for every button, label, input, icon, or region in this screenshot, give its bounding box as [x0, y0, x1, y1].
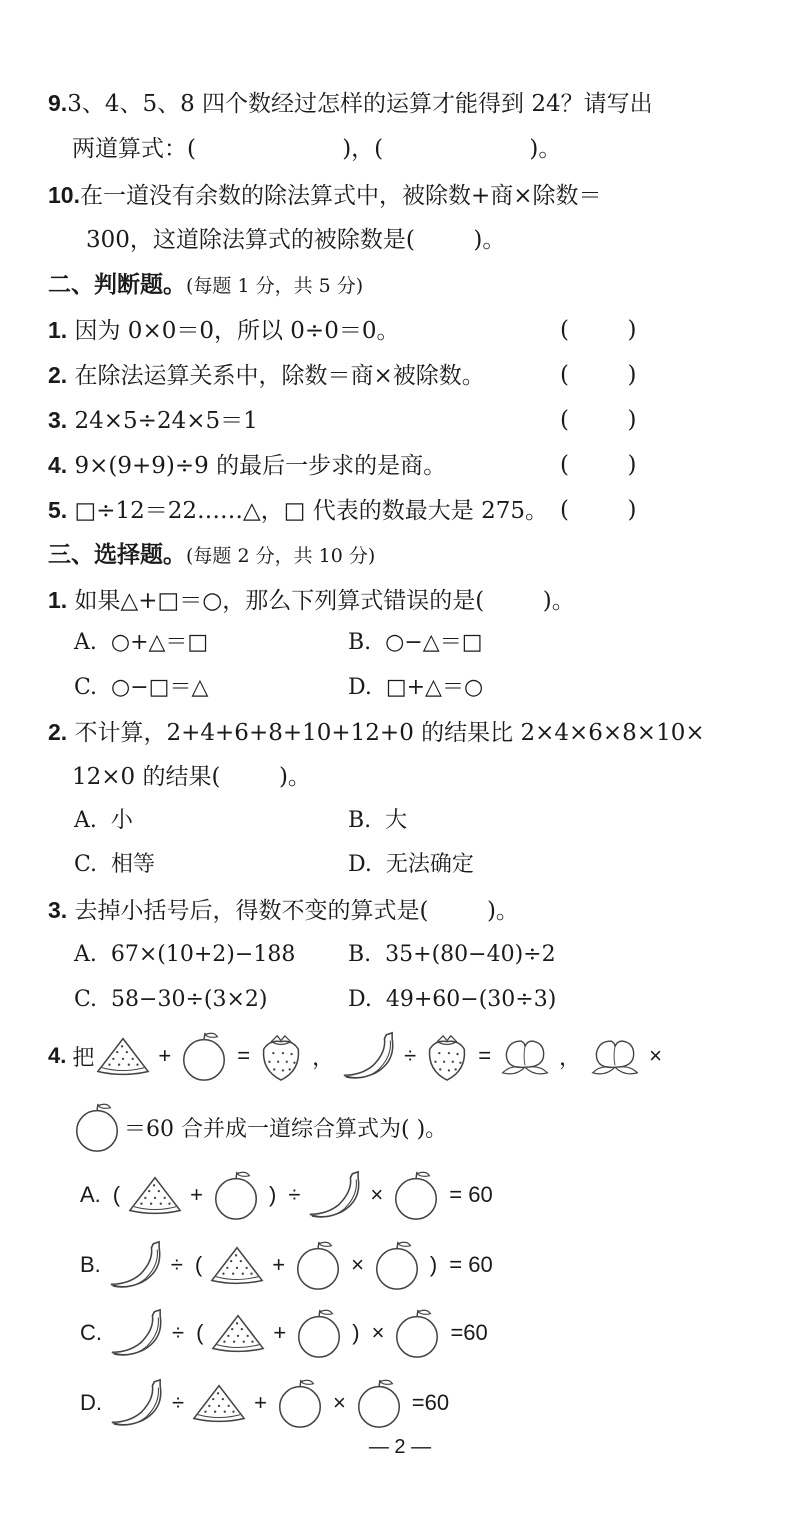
orange-icon	[292, 1306, 346, 1360]
orange-icon	[291, 1238, 345, 1292]
choice-q1-option-b[interactable]: B. ○−△＝□	[348, 630, 483, 655]
choice-q2-line-1: 2. 不计算，2+4+6+8+10+12+0 的结果比 2×4×6×8×10×	[48, 719, 705, 746]
judge-item-3: 3. 24×5÷24×5＝1	[48, 407, 258, 434]
banana-icon	[306, 1168, 364, 1222]
choice-q2-option-d[interactable]: D. 无法确定	[348, 852, 474, 877]
choice-q4-line-2: ＝60 合并成一道综合算式为( )。	[48, 1100, 447, 1154]
choice-q2-option-a[interactable]: A. 小	[74, 808, 133, 833]
judge-item-4: 4. 9×(9+9)÷9 的最后一步求的是商。	[48, 452, 447, 479]
choice-q1-option-d[interactable]: D. □+△＝○	[348, 675, 484, 700]
strawberry-icon	[422, 1028, 472, 1084]
question-9-line-2: 两道算式：( )，( )。	[72, 136, 562, 162]
orange-icon	[352, 1376, 406, 1430]
orange-icon	[390, 1306, 444, 1360]
banana-icon	[107, 1238, 165, 1292]
choice-q4-option-a[interactable]: A. ( + ) ÷ × = 60	[74, 1168, 499, 1222]
judge-item-1: 1. 因为 0×0＝0，所以 0÷0＝0。	[48, 317, 400, 344]
question-10-line-1: 10.在一道没有余数的除法算式中，被除数+商×除数＝	[48, 182, 602, 209]
watermelon-icon	[126, 1173, 184, 1217]
page-number: — 2 —	[368, 1436, 432, 1458]
strawberry-icon	[256, 1028, 306, 1084]
judge-item-2: 2. 在除法运算关系中，除数＝商×被除数。	[48, 362, 485, 389]
orange-icon	[389, 1168, 443, 1222]
judge-answer-1[interactable]: ( )	[560, 317, 637, 343]
watermelon-icon	[94, 1034, 152, 1078]
banana-icon	[340, 1029, 398, 1083]
question-9-line-1: 9.3、4、5、8 四个数经过怎样的运算才能得到 24？请写出	[48, 90, 653, 117]
choice-q3-option-a[interactable]: A. 67×(10+2)−188	[74, 942, 296, 967]
orange-icon	[177, 1029, 231, 1083]
choice-q1-option-a[interactable]: A. ○+△＝□	[74, 630, 209, 655]
orange-icon	[70, 1100, 124, 1154]
choice-q3-option-d[interactable]: D. 49+60−(30÷3)	[348, 987, 557, 1012]
choice-q3-option-c[interactable]: C. 58−30÷(3×2)	[74, 987, 268, 1012]
choice-q3-option-b[interactable]: B. 35+(80−40)÷2	[348, 942, 556, 967]
choice-q4-option-c[interactable]: C. ÷ ( + ) × =60	[74, 1306, 494, 1360]
choice-q1-option-c[interactable]: C. ○−□＝△	[74, 675, 209, 700]
choice-q4-option-b[interactable]: B. ÷ ( + × ) = 60	[74, 1238, 499, 1292]
orange-icon	[209, 1168, 263, 1222]
question-10-line-2: 300，这道除法算式的被除数是( )。	[86, 227, 506, 253]
banana-icon	[108, 1376, 166, 1430]
choice-q3: 3. 去掉小括号后，得数不变的算式是( )。	[48, 897, 519, 924]
orange-icon	[370, 1238, 424, 1292]
section-choice-title: 三、选择题。(每题 2 分，共 10 分)	[48, 541, 376, 568]
section-judge-title: 二、判断题。(每题 1 分，共 5 分)	[48, 271, 364, 298]
judge-answer-3[interactable]: ( )	[560, 407, 637, 433]
choice-q2-line-2: 12×0 的结果( )。	[72, 764, 311, 790]
choice-q2-option-b[interactable]: B. 大	[348, 808, 408, 833]
orange-icon	[273, 1376, 327, 1430]
choice-q1: 1. 如果△+□＝○，那么下列算式错误的是( )。	[48, 587, 575, 614]
judge-answer-4[interactable]: ( )	[560, 452, 637, 478]
judge-item-5: 5. □÷12＝22……△，□ 代表的数最大是 275。	[48, 497, 548, 524]
peach-icon	[587, 1033, 643, 1079]
choice-q4-option-d[interactable]: D. ÷ + × =60	[74, 1376, 455, 1430]
judge-answer-5[interactable]: ( )	[560, 497, 637, 523]
banana-icon	[108, 1306, 166, 1360]
watermelon-icon	[208, 1243, 266, 1287]
watermelon-icon	[190, 1381, 248, 1425]
judge-answer-2[interactable]: ( )	[560, 362, 637, 388]
choice-q2-option-c[interactable]: C. 相等	[74, 852, 156, 877]
choice-q4-line-1: 4. 把 + = ， ÷ = ， ×	[48, 1028, 668, 1084]
watermelon-icon	[209, 1311, 267, 1355]
peach-icon	[497, 1033, 553, 1079]
